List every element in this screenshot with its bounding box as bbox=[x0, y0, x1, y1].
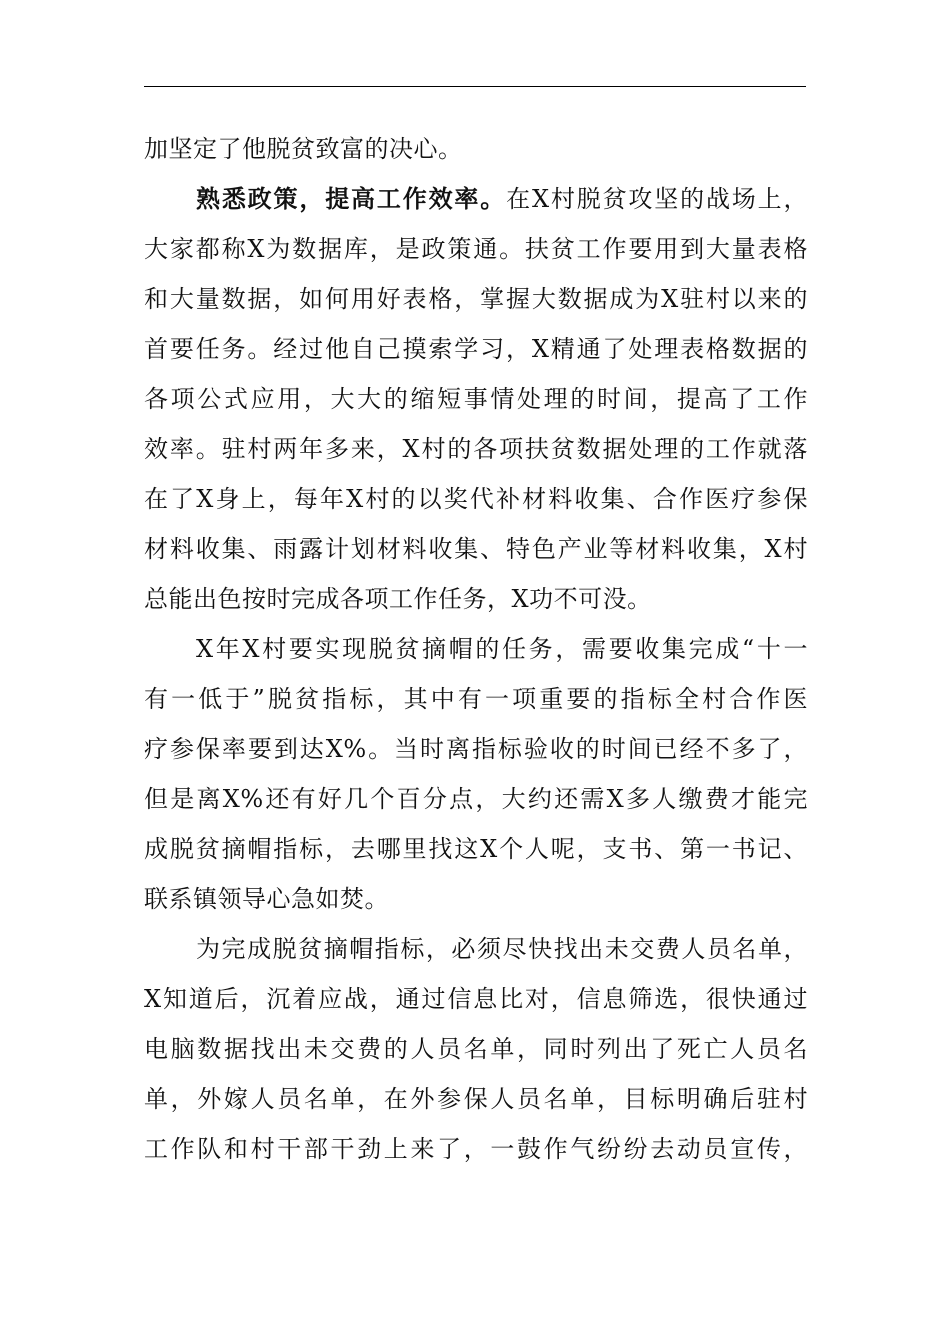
text-line: 成脱贫摘帽指标，去哪里找这X个人呢，支书、第一书记、 bbox=[144, 835, 808, 863]
text-line: 联系镇领导心急如焚。 bbox=[144, 885, 389, 913]
text-segment: 在X村脱贫攻坚的战场上， bbox=[506, 185, 808, 213]
text-line: 材料收集、雨露计划材料收集、特色产业等材料收集，X村 bbox=[144, 535, 808, 563]
text-line: 单，外嫁人员名单，在外参保人员名单，目标明确后驻村 bbox=[144, 1085, 808, 1113]
text-line: 大家都称X为数据库，是政策通。扶贫工作要用到大量表格 bbox=[144, 235, 808, 263]
text-line: 在了X身上，每年X村的以奖代补材料收集、合作医疗参保 bbox=[144, 485, 808, 513]
text-line: 疗参保率要到达X%。当时离指标验收的时间已经不多了， bbox=[144, 735, 808, 763]
document-body bbox=[144, 124, 808, 1174]
text-line: 但是离X%还有好几个百分点，大约还需X多人缴费才能完 bbox=[144, 785, 808, 813]
text-line: 各项公式应用，大大的缩短事情处理的时间，提高了工作 bbox=[144, 385, 808, 413]
bold-lead-sentence: 熟悉政策，提高工作效率。 bbox=[196, 184, 507, 213]
text-line: 首要任务。经过他自己摸索学习，X精通了处理表格数据的 bbox=[144, 335, 808, 363]
text-line: 效率。驻村两年多来，X村的各项扶贫数据处理的工作就落 bbox=[144, 435, 808, 463]
text-line: 加坚定了他脱贫致富的决心。 bbox=[144, 135, 463, 163]
text-line: 电脑数据找出未交费的人员名单，同时列出了死亡人员名 bbox=[144, 1035, 808, 1063]
text-line: 总能出色按时完成各项工作任务，X功不可没。 bbox=[144, 585, 652, 613]
text-line: 为完成脱贫摘帽指标，必须尽快找出未交费人员名单， bbox=[196, 935, 808, 963]
text-line: 和大量数据，如何用好表格，掌握大数据成为X驻村以来的 bbox=[144, 285, 808, 313]
text-line: X年X村要实现脱贫摘帽的任务，需要收集完成“十一 bbox=[196, 635, 808, 663]
text-line: 工作队和村干部干劲上来了，一鼓作气纷纷去动员宣传， bbox=[144, 1135, 808, 1163]
header-rule bbox=[144, 86, 806, 87]
text-line: 有一低于”脱贫指标，其中有一项重要的指标全村合作医 bbox=[144, 685, 808, 713]
text-line: X知道后，沉着应战，通过信息比对，信息筛选，很快通过 bbox=[144, 985, 808, 1013]
text-line bbox=[144, 174, 808, 224]
